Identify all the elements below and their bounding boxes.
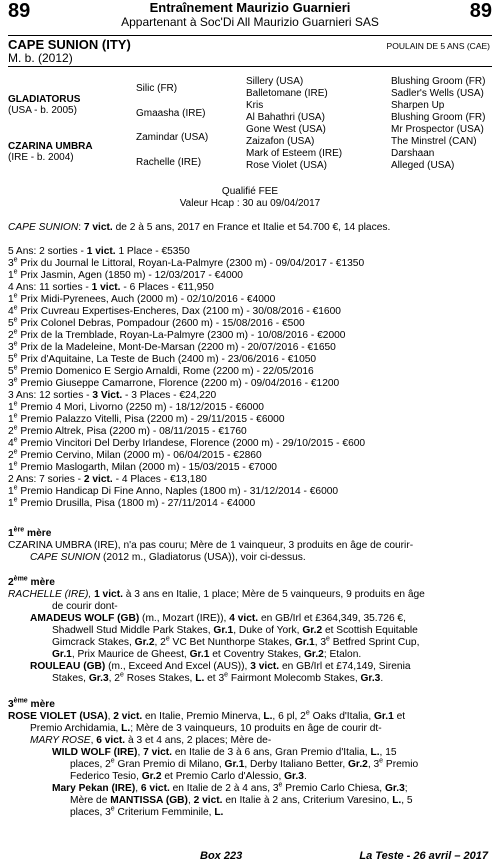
race-summary: CAPE SUNION: 7 vict. de 2 à 5 ans, 2017 en France et Italie et 54.700 €, 14 places. [8, 222, 391, 233]
race-result: 3e Premio Giuseppe Camarrone, Florence (2200 m) - 09/04/2016 - €1200 [8, 376, 340, 389]
second-dam-section [8, 577, 494, 685]
horse-name: CAPE SUNION (ITY) [8, 37, 131, 52]
summary-wins: 7 vict. [83, 222, 113, 233]
race-result: 1e Premio Drusilla, Pisa (1800 m) - 27/11/2014 - €4000 [8, 496, 256, 509]
gen3-cell: Sillery (USA) [246, 76, 304, 87]
gen2-cell: Zamindar (USA) [136, 132, 209, 143]
produce-amadeus-wolf-l2: Shadwell Stud Middle Park Stakes, Gr.1, Duke of York, Gr.2 et Scottish Equitable [52, 625, 418, 636]
lot-number-left: 89 [8, 0, 31, 22]
race-result: 1e Premio Handicap Di Fine Anno, Naples (1800 m) - 31/12/2014 - €6000 [8, 484, 339, 497]
dam-info: (IRE - b. 2004) [8, 152, 74, 163]
race-result: 3e Prix du Journal le Littoral, Royan-La-Palmyre (2300 m) - 09/04/2017 - €1350 [8, 256, 365, 269]
summary-horse-name: CAPE SUNION [8, 222, 79, 233]
name-divider [8, 66, 492, 67]
race-result: 4e Premio Vincitori Del Derby Irlandese, Florence (2000 m) - 29/10/2015 - €600 [8, 436, 366, 449]
first-dam-section [8, 528, 494, 564]
race-result: 2e Premio Cervino, Milan (2000 m) - 06/04/2015 - €2860 [8, 448, 262, 461]
race-result: 1e Prix Jasmin, Agen (1850 m) - 12/03/2017 - €4000 [8, 268, 243, 281]
gen3-cell: Gone West (USA) [246, 124, 326, 135]
pedigree-table [8, 76, 498, 184]
third-dam-line: ROSE VIOLET (USA), 2 vict. en Italie, Premio Minerva, L., 6 pl, 2e Oaks d'Italia, Gr.1 et [8, 709, 406, 722]
race-record-list [8, 246, 494, 510]
gen2-cell: Rachelle (IRE) [136, 157, 202, 168]
race-result: 2e Prix de la Tremblade, Royan-La-Palmyre (2300 m) - 10/08/2016 - €2000 [8, 328, 346, 341]
horse-type: POULAIN DE 5 ANS (CAE) [386, 41, 490, 51]
handicap-value-line: Valeur Hcap : 30 au 09/04/2017 [179, 198, 321, 209]
header-divider [8, 35, 492, 36]
season-summary: 4 Ans: 11 sorties - 1 vict. - 6 Places - €11,950 [8, 282, 214, 293]
third-dam-section [8, 699, 494, 819]
produce-rouleau-l2: Stakes, Gr.3, 2e Roses Stakes, L. et 3e Fairmont Molecomb Stakes, Gr.3. [52, 671, 384, 684]
race-result: 5e Prix Colonel Debras, Pompadour (2600 m) - 15/08/2016 - €500 [8, 316, 305, 329]
second-dam-line: RACHELLE (IRE), 1 vict. à 3 ans en Italie, 1 place; Mère de 5 vainqueurs, 9 produits en âge [8, 589, 425, 600]
produce-wild-wolf: WILD WOLF (IRE), 7 vict. en Italie de 3 à 6 ans, Gran Premio d'Italia, L., 15 [52, 747, 397, 758]
gen4-cell: Darshaan [391, 148, 435, 159]
sire-info: (USA - b. 2005) [8, 105, 77, 116]
lot-number-right: 89 [469, 0, 492, 22]
horse-color-year: M. b. (2012) [8, 51, 73, 65]
summary-text: de 2 à 5 ans, 2017 en France et Italie et 54.700 €, 14 places. [112, 222, 391, 233]
sire-name: GLADIATORUS [8, 94, 81, 105]
gen4-cell: Mr Prospector (USA) [391, 124, 484, 135]
third-dam-heading: 3ème mère [8, 697, 55, 710]
gen4-cell: Blushing Groom (FR) [391, 76, 486, 87]
gen3-cell: Kris [246, 100, 264, 111]
gen4-cell: Blushing Groom (FR) [391, 112, 486, 123]
season-summary: 2 Ans: 7 sories - 2 vict. - 4 Places - €13,180 [8, 474, 207, 485]
header-center [60, 0, 440, 30]
produce-rouleau: ROULEAU (GB) (m., Exceed And Excel (AUS)), 3 vict. en GB/Irl et £74,149, Sirenia [30, 661, 411, 672]
gen3-cell: Balletomane (IRE) [246, 88, 328, 99]
gen4-cell: Alleged (USA) [391, 160, 455, 171]
produce-amadeus-wolf: AMADEUS WOLF (GB) (m., Mozart (IRE)), 4 vict. en GB/Irl et £364,349, 35.726 €, [30, 613, 406, 624]
second-dam-line-cont: de courir dont- [52, 601, 118, 612]
footer-box: Box 223 [200, 850, 243, 862]
page-header [0, 0, 500, 34]
dam-name: CZARINA UMBRA [8, 141, 93, 152]
gen4-cell: Sharpen Up [391, 100, 445, 111]
first-dam-produce: CAPE SUNION (2012 m., Gladiatorus (USA)), voir ci-dessus. [30, 552, 306, 563]
race-result: 1e Premio Palazzo Vitelli, Pisa (2200 m) - 29/11/2015 - €6000 [8, 412, 285, 425]
gen2-cell: Gmaasha (IRE) [136, 108, 206, 119]
race-result: 1e Prix Midi-Pyrenees, Auch (2000 m) - 02/10/2016 - €4000 [8, 292, 276, 305]
gen4-cell: The Minstrel (CAN) [391, 136, 477, 147]
first-dam-line: CZARINA UMBRA (IRE), n'a pas couru; Mère de 1 vainqueur, 3 produits en âge de courir- [8, 540, 414, 551]
produce-mary-pekan-l2: Mère de MANTISSA (GB), 2 vict. en Italie à 2 ans, Criterium Varesino, L., 5 [70, 795, 413, 806]
race-result: 1e Premio Maslogarth, Milan (2000 m) - 15/03/2015 - €7000 [8, 460, 277, 473]
produce-mary-rose: MARY ROSE, 6 vict. à 3 et 4 ans, 2 places; Mère de- [30, 735, 272, 746]
produce-amadeus-wolf-l4: Gr.1, Prix Maurice de Gheest, Gr.1 et Coventry Stakes, Gr.2; Etalon. [52, 649, 362, 660]
owner-name: Appartenant à Soc'Di All Maurizio Guarnieri SAS [121, 15, 379, 29]
race-result: 4e Prix Cuvreau Expertises-Encheres, Dax (2100 m) - 30/08/2016 - €1600 [8, 304, 341, 317]
produce-wild-wolf-l3: Federico Tesio, Gr.2 et Premio Carlo d'Alessio, Gr.3. [70, 771, 307, 782]
produce-amadeus-wolf-l3: Gimcrack Stakes, Gr.2, 2e VC Bet Nunthorpe Stakes, Gr.1, 3e Betfred Sprint Cup, [52, 635, 420, 648]
gen3-cell: Zaizafon (USA) [246, 136, 315, 147]
race-result: 1e Premio 4 Mori, Livorno (2250 m) - 18/12/2015 - €6000 [8, 400, 264, 413]
race-result: 5e Premio Domenico E Sergio Arnaldi, Rome (2200 m) - 22/05/2016 [8, 364, 314, 377]
gen3-cell: Rose Violet (USA) [246, 160, 327, 171]
season-summary: 5 Ans: 2 sorties - 1 vict. 1 Place - €5350 [8, 246, 190, 257]
third-dam-line-cont: Premio Archidamia, L.; Mère de 3 vainqueurs, 10 produits en âge de courir dt- [30, 723, 382, 734]
season-summary: 3 Ans: 12 sorties - 3 Vict. - 3 Places - €24,220 [8, 390, 217, 401]
produce-mary-pekan: Mary Pekan (IRE), 6 vict. en Italie de 2 à 4 ans, 3e Premio Carlo Chiesa, Gr.3; [52, 781, 408, 794]
race-result: 2e Premio Altrek, Pisa (2200 m) - 08/11/2015 - €1760 [8, 424, 247, 437]
footer-event: La Teste - 26 avril – 2017 [359, 850, 488, 862]
produce-mary-pekan-l3: places, 3e Criterium Femminile, L. [70, 805, 224, 818]
gen2-cell: Silic (FR) [136, 83, 178, 94]
consignor-name: Entraînement Maurizio Guarnieri [149, 0, 351, 15]
race-result: 5e Prix d'Aquitaine, La Teste de Buch (2400 m) - 23/06/2016 - €1050 [8, 352, 317, 365]
gen3-cell: Al Bahathri (USA) [246, 112, 325, 123]
produce-wild-wolf-l2: places, 2e Gran Premio di Milano, Gr.1, Derby Italiano Better, Gr.2, 3e Premio [70, 757, 419, 770]
race-result: 3e Prix de la Madeleine, Mont-De-Marsan (2200 m) - 20/07/2016 - €1650 [8, 340, 336, 353]
first-dam-heading: 1ère mère [8, 526, 52, 539]
gen3-cell: Mark of Esteem (IRE) [246, 148, 343, 159]
qualification-line: Qualifié FEE [221, 186, 279, 197]
gen4-cell: Sadler's Wells (USA) [391, 88, 484, 99]
second-dam-heading: 2ème mère [8, 575, 55, 588]
